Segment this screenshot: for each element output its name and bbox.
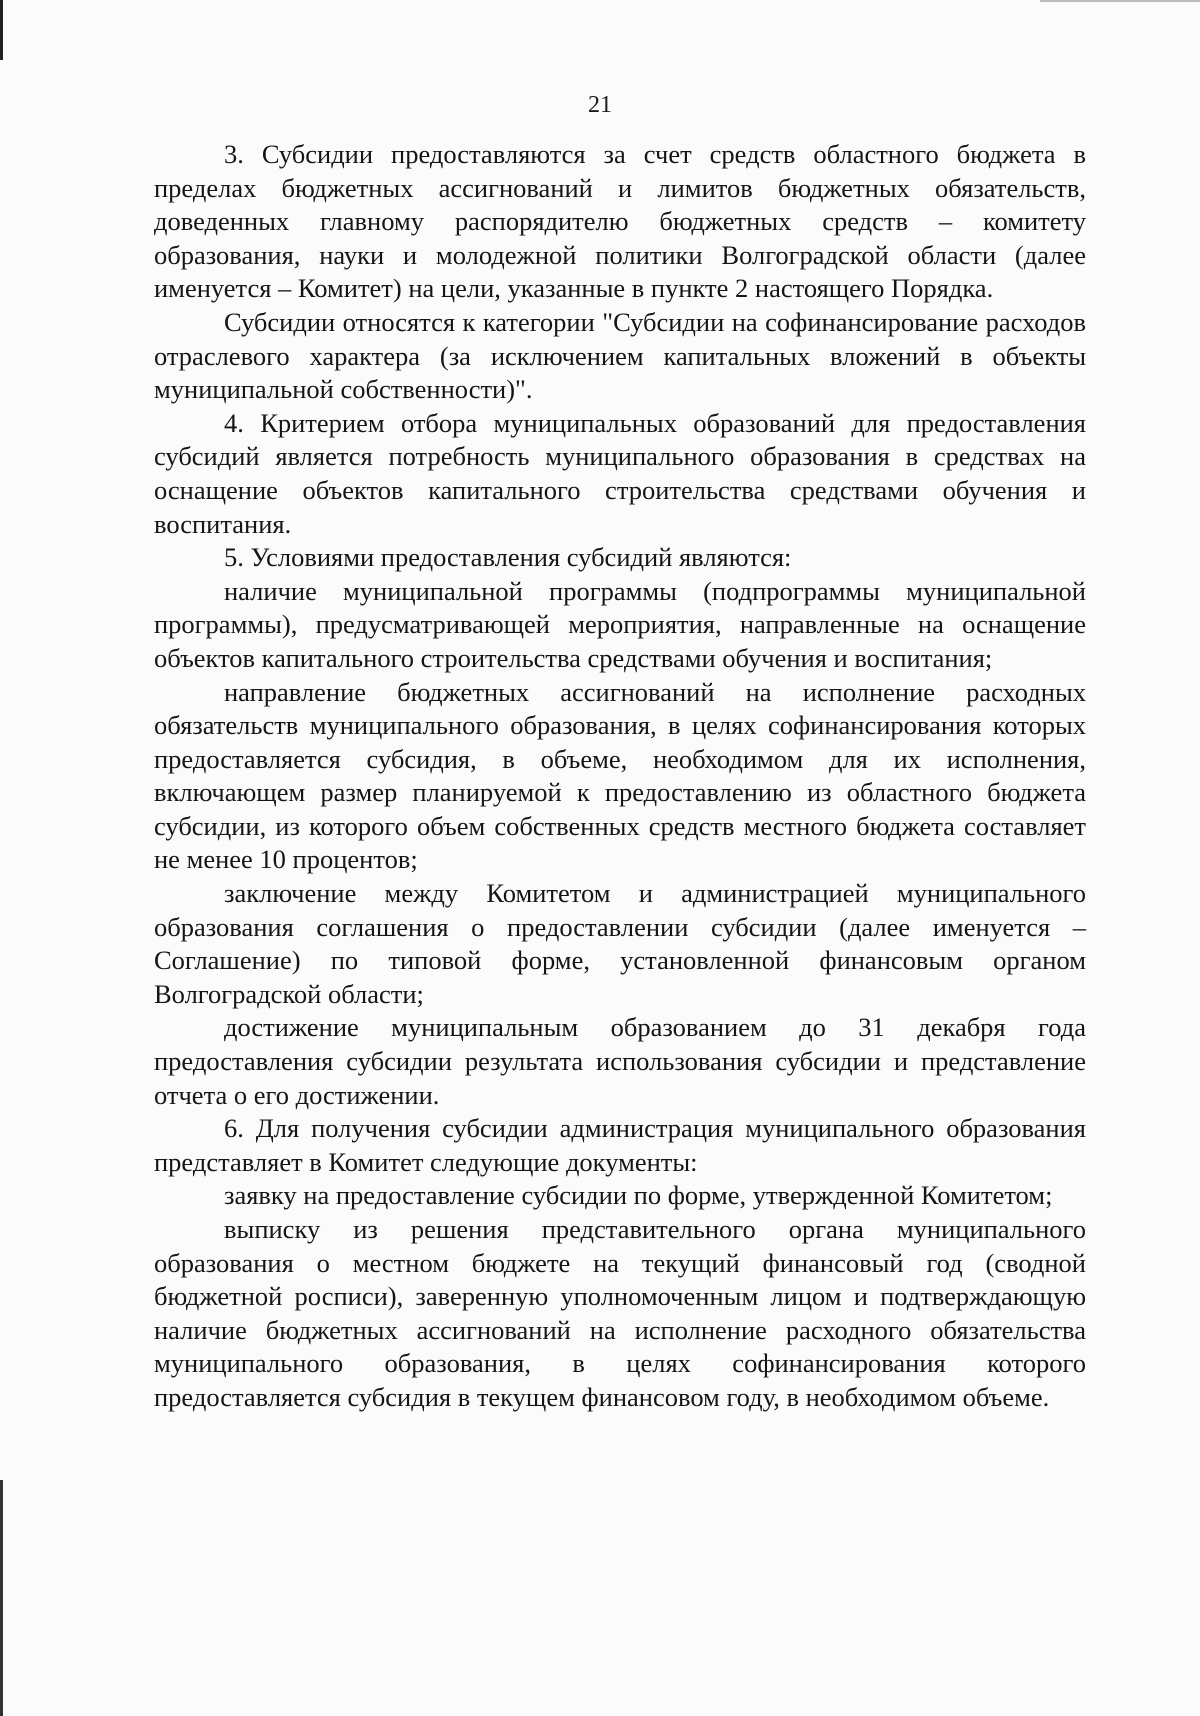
scan-edge-top xyxy=(1040,0,1200,2)
paragraph-item-3: 3. Субсидии предоставляются за счет средств областного бюджета в пределах бюджетных ассигнований и лимитов бюджетных обязательств, доведенных главному распорядителю бюджетных средств – комитету образования, науки и молодежной политики Волгоградской области (далее именуется – Комитет) на цели, указанные в пункте 2 настоящего Порядка. xyxy=(154,139,1086,304)
scan-edge-left xyxy=(0,0,3,1716)
paragraph-item-4: 4. Критерием отбора муниципальных образований для предоставления субсидий является потребность муниципального образования в средствах на оснащение объектов капитального строительства средствами обучения и воспитания. xyxy=(154,407,1086,539)
paragraph-condition-result: достижение муниципальным образованием до 31 декабря года предоставления субсидии результата использования субсидии и представление отчета о его достижении. xyxy=(154,1012,1086,1110)
paragraph-item-5: 5. Условиями предоставления субсидий являются: xyxy=(224,542,792,573)
paragraph-condition-agreement: заключение между Комитетом и администрацией муниципального образования соглашения о предоставлении субсидии (далее именуется – Соглашение) по типовой форме, установленной финансовым органом Волгоградской области; xyxy=(154,878,1086,1009)
paragraph-condition-budget: направление бюджетных ассигнований на исполнение расходных обязательств муниципального образования, в целях софинансирования которых предоставляется субсидия, в объеме, необходимом для их исполнения, включающем размер планируемой к предоставлению из областного бюджета субсидии, из которого объем собственных средств местного бюджета составляет не менее 10 процентов; xyxy=(154,676,1086,875)
paragraph-item-6: 6. Для получения субсидии администрация муниципального образования представляет в Комитет следующие документы: xyxy=(154,1113,1086,1177)
paragraph-subsidy-category: Субсидии относятся к категории "Субсидии на софинансирование расходов отраслевого характера (за исключением капитальных вложений в объекты муниципальной собственности)". xyxy=(154,306,1086,405)
document-body xyxy=(154,138,1086,1415)
paragraph-document-application: заявку на предоставление субсидии по форме, утвержденной Комитетом; xyxy=(224,1180,1053,1211)
paragraph-document-extract: выписку из решения представительного органа муниципального образования о местном бюджете на текущий финансовый год (сводной бюджетной росписи), заверенную уполномоченным лицом и подтверждающую наличие бюджетных ассигнований на исполнение расходного обязательства муниципального образования, в целях софинансирования которого предоставляется субсидия в текущем финансовом году, в необходимом объеме. xyxy=(154,1214,1086,1412)
paragraph-condition-program: наличие муниципальной программы (подпрограммы муниципальной программы), предусматривающей мероприятия, направленные на оснащение объектов капитального строительства средствами обучения и воспитания; xyxy=(154,575,1086,673)
page-number: 21 xyxy=(588,92,612,118)
